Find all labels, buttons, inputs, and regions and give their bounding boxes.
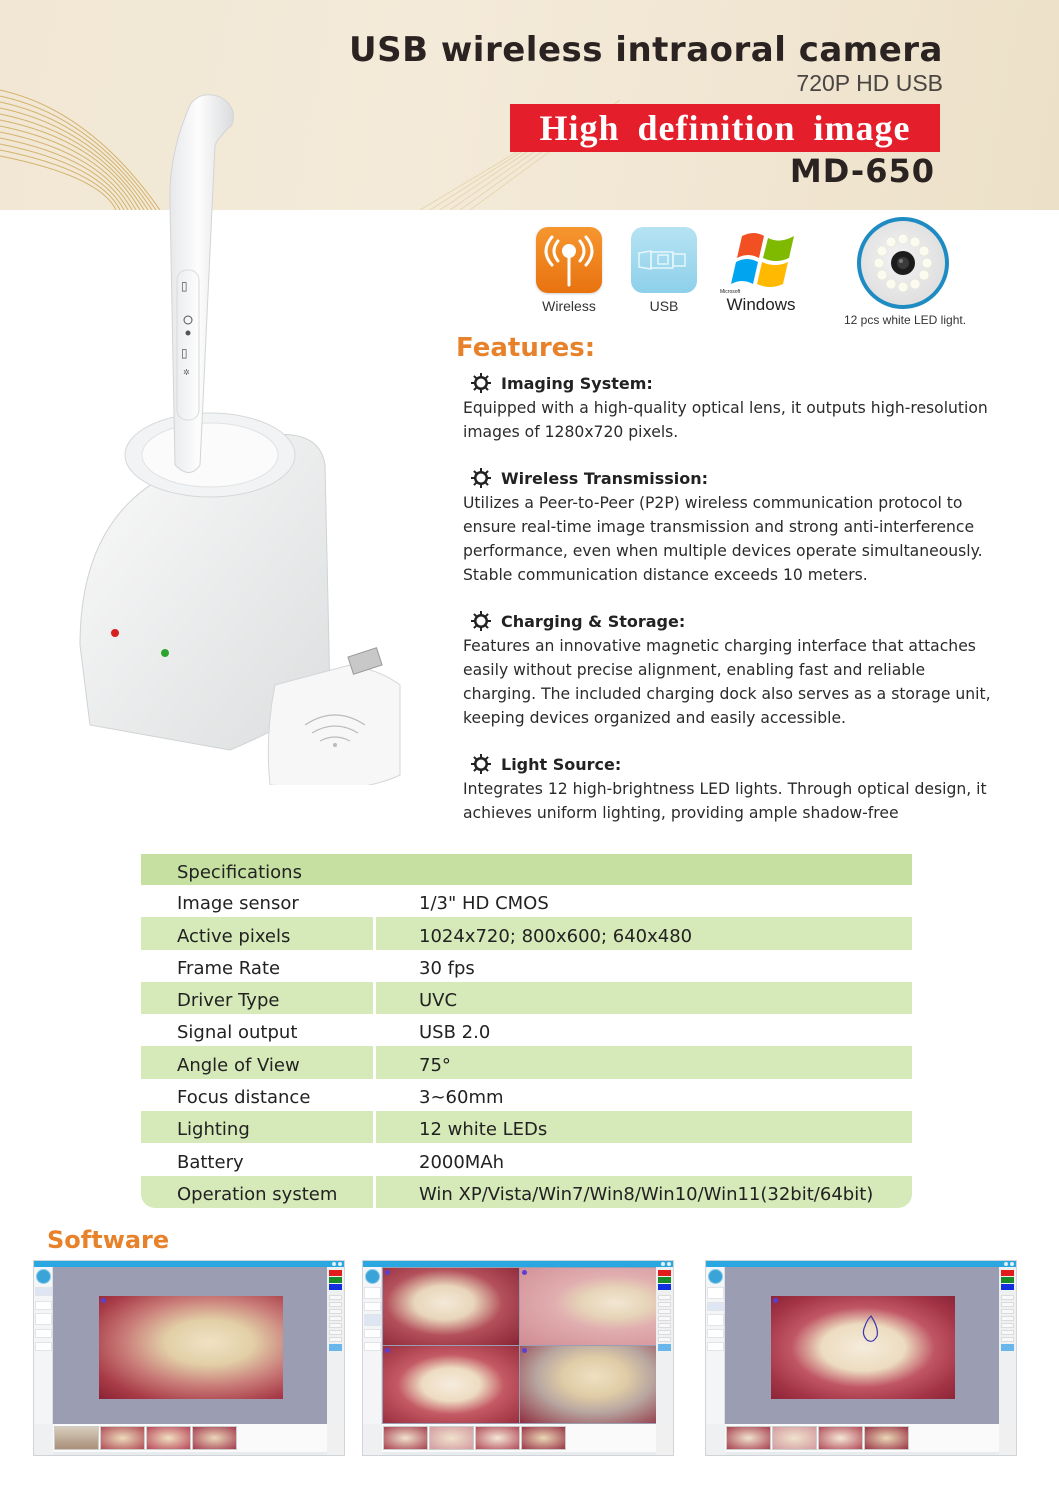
feature-wireless-transmission xyxy=(463,465,1033,587)
windows-label-text: Windows xyxy=(726,295,796,314)
spec-label: Driver Type xyxy=(141,982,373,1014)
product-image xyxy=(50,85,420,785)
marker-dot xyxy=(101,1298,106,1303)
blue-swatch xyxy=(329,1284,342,1290)
app-logo-icon xyxy=(708,1269,723,1284)
spec-label: Signal output xyxy=(177,1022,298,1044)
feature-heading: Imaging System: xyxy=(501,373,653,393)
blue-swatch xyxy=(658,1284,671,1290)
dental-photo xyxy=(99,1296,283,1399)
svg-text:▯: ▯ xyxy=(181,346,188,360)
capture-button xyxy=(329,1344,342,1351)
spec-label: Operation system xyxy=(141,1176,373,1208)
spec-label: Focus distance xyxy=(177,1087,311,1109)
sidebar-item xyxy=(707,1314,724,1326)
red-swatch xyxy=(1001,1270,1014,1276)
dental-photo xyxy=(383,1268,519,1345)
bottom-left-panel xyxy=(363,1424,382,1456)
tool-button xyxy=(329,1323,342,1328)
tool-button xyxy=(658,1330,671,1335)
product-title: USB wireless intraoral camera xyxy=(349,30,943,70)
software-screenshot-quad xyxy=(362,1260,674,1456)
sidebar-item xyxy=(364,1329,381,1338)
marker-dot xyxy=(773,1298,778,1303)
thumbnail xyxy=(100,1426,145,1450)
app-sidebar xyxy=(34,1267,53,1424)
dental-photo xyxy=(771,1296,955,1399)
spec-label: Image sensor xyxy=(177,893,299,915)
tool-panel xyxy=(656,1267,673,1424)
sidebar-item xyxy=(35,1342,52,1351)
green-swatch xyxy=(658,1277,671,1283)
feature-line: charging. The included charging dock also serves as a storage unit, xyxy=(463,685,991,703)
tool-button xyxy=(1001,1316,1014,1321)
hd-banner: High definition image xyxy=(510,104,940,152)
bottom-left-panel xyxy=(34,1424,53,1456)
spec-row xyxy=(141,950,912,982)
marker-dot xyxy=(385,1270,390,1275)
sidebar-item xyxy=(707,1287,724,1299)
marker-dot xyxy=(385,1348,390,1353)
svg-text:✲: ✲ xyxy=(183,368,190,377)
green-swatch xyxy=(329,1277,342,1283)
thumbnail xyxy=(818,1426,863,1450)
feature-line: achieves uniform lighting, providing ample shadow-free xyxy=(463,804,899,822)
spec-value: 75° xyxy=(376,1046,912,1078)
tool-button xyxy=(329,1316,342,1321)
tool-button xyxy=(329,1309,342,1314)
feature-line: performance, even when multiple devices operate simultaneously. xyxy=(463,542,983,560)
spec-value: 3~60mm xyxy=(419,1087,504,1109)
tool-button xyxy=(658,1316,671,1321)
app-logo-icon xyxy=(36,1269,51,1284)
capture-button xyxy=(658,1344,671,1351)
sidebar-item xyxy=(707,1342,724,1351)
spec-row xyxy=(141,1014,912,1046)
led-label: 12 pcs white LED light. xyxy=(843,313,967,327)
gear-icon xyxy=(471,611,491,631)
sidebar-item xyxy=(35,1313,52,1325)
sidebar-item xyxy=(707,1302,724,1311)
specifications-table xyxy=(141,854,912,1208)
spec-value: 1/3" HD CMOS xyxy=(419,893,549,915)
gear-icon xyxy=(471,373,491,393)
spec-value: Win XP/Vista/Win7/Win8/Win10/Win11(32bit/64bit) xyxy=(376,1176,912,1208)
tool-button xyxy=(658,1337,671,1342)
red-swatch xyxy=(329,1270,342,1276)
marker-dot xyxy=(522,1348,527,1353)
thumbnail xyxy=(54,1426,99,1450)
tool-button xyxy=(1001,1323,1014,1328)
product-subtitle: 720P HD USB xyxy=(796,70,943,96)
spec-value: 1024x720; 800x600; 640x480 xyxy=(376,917,912,949)
tool-button xyxy=(329,1302,342,1307)
tool-button xyxy=(658,1295,671,1300)
spec-row xyxy=(141,917,912,949)
feature-line: Utilizes a Peer-to-Peer (P2P) wireless communication protocol to xyxy=(463,494,963,512)
usb-label: USB xyxy=(649,298,679,314)
sidebar-item xyxy=(35,1301,52,1310)
app-logo-icon xyxy=(365,1269,380,1284)
svg-text:▯: ▯ xyxy=(181,279,188,293)
feature-charging-storage xyxy=(463,608,1033,730)
dental-photo xyxy=(520,1268,656,1345)
feature-heading: Wireless Transmission: xyxy=(501,468,709,488)
tool-button xyxy=(658,1302,671,1307)
windows-prefix: Microsoft xyxy=(720,289,741,295)
sidebar-item xyxy=(364,1302,381,1311)
tool-button xyxy=(1001,1295,1014,1300)
thumbnail-strip xyxy=(53,1424,328,1452)
sidebar-item xyxy=(364,1342,381,1351)
features-title: Features: xyxy=(456,333,596,363)
feature-line: Equipped with a high-quality optical lens, it outputs high-resolution xyxy=(463,399,988,417)
marker-dot xyxy=(522,1270,527,1275)
tool-panel xyxy=(999,1267,1016,1424)
capture-button xyxy=(1001,1344,1014,1351)
sidebar-item xyxy=(707,1329,724,1338)
dental-photo xyxy=(383,1346,519,1423)
annotation-outline xyxy=(861,1314,881,1344)
windows-logo-icon xyxy=(728,226,802,292)
spec-value: UVC xyxy=(376,982,912,1014)
wireless-antenna-icon xyxy=(536,227,602,293)
feature-line: easily without precise alignment, enabling fast and reliable xyxy=(463,661,926,679)
green-swatch xyxy=(1001,1277,1014,1283)
spec-row xyxy=(141,885,912,917)
dental-photo xyxy=(520,1346,656,1423)
sidebar-item xyxy=(35,1329,52,1338)
bottom-right-panel xyxy=(327,1424,344,1456)
thumbnail xyxy=(475,1426,520,1450)
spec-label: Lighting xyxy=(141,1111,373,1143)
thumbnail xyxy=(772,1426,817,1450)
tool-button xyxy=(1001,1330,1014,1335)
feature-light-source xyxy=(463,751,1033,825)
thumbnail xyxy=(726,1426,771,1450)
spec-row xyxy=(141,1176,912,1208)
tool-button xyxy=(329,1330,342,1335)
spec-row xyxy=(141,1046,912,1078)
sidebar-item xyxy=(35,1287,52,1296)
feature-line: Integrates 12 high-brightness LED lights. Through optical design, it xyxy=(463,780,987,798)
thumbnail xyxy=(429,1426,474,1450)
thumbnail xyxy=(383,1426,428,1450)
feature-line: images of 1280x720 pixels. xyxy=(463,423,679,441)
thumbnail xyxy=(146,1426,191,1450)
bottom-right-panel xyxy=(656,1424,673,1456)
tool-button xyxy=(1001,1337,1014,1342)
feature-line: ensure real-time image transmission and strong anti-interference xyxy=(463,518,975,536)
spec-label: Frame Rate xyxy=(177,957,281,979)
feature-line: keeping devices organized and easily accessible. xyxy=(463,709,846,727)
feature-imaging-system xyxy=(463,370,1033,444)
sidebar-item xyxy=(364,1287,381,1299)
bottom-right-panel xyxy=(999,1424,1016,1456)
software-screenshot-single xyxy=(33,1260,345,1456)
spec-label: Battery xyxy=(177,1151,244,1173)
bottom-left-panel xyxy=(706,1424,725,1456)
software-screenshot-annotated xyxy=(705,1260,1017,1456)
spec-row xyxy=(141,982,912,1014)
spec-row xyxy=(141,1111,912,1143)
image-viewport xyxy=(725,1267,1000,1424)
thumbnail xyxy=(521,1426,566,1450)
tool-button xyxy=(329,1295,342,1300)
spec-value: 2000MAh xyxy=(419,1151,505,1173)
spec-value: 30 fps xyxy=(419,957,475,979)
feature-line: Stable communication distance exceeds 10 meters. xyxy=(463,566,868,584)
spec-table-header: Specifications xyxy=(141,854,912,885)
feature-line: Features an innovative magnetic charging interface that attaches xyxy=(463,637,976,655)
sidebar-item xyxy=(364,1314,381,1326)
image-viewport xyxy=(382,1267,657,1424)
app-sidebar xyxy=(363,1267,382,1424)
gear-icon xyxy=(471,468,491,488)
blue-swatch xyxy=(1001,1284,1014,1290)
tool-button xyxy=(658,1309,671,1314)
thumbnail-strip xyxy=(725,1424,1000,1452)
image-viewport xyxy=(53,1267,328,1424)
spec-row xyxy=(141,1079,912,1111)
led-ring-camera-icon xyxy=(857,217,949,309)
feature-heading: Charging & Storage: xyxy=(501,611,686,631)
windows-label xyxy=(718,290,804,315)
tool-button xyxy=(1001,1309,1014,1314)
gear-icon xyxy=(471,754,491,774)
spec-row xyxy=(141,1143,912,1175)
wireless-label: Wireless xyxy=(542,298,596,314)
app-sidebar xyxy=(706,1267,725,1424)
model-number: MD-650 xyxy=(789,152,935,190)
usb-plug-icon xyxy=(631,227,697,293)
tool-button xyxy=(1001,1302,1014,1307)
thumbnail xyxy=(192,1426,237,1450)
software-title: Software xyxy=(47,1226,170,1254)
tool-button xyxy=(329,1337,342,1342)
red-swatch xyxy=(658,1270,671,1276)
feature-heading: Light Source: xyxy=(501,754,622,774)
thumbnail-strip xyxy=(382,1424,657,1452)
tool-panel xyxy=(327,1267,344,1424)
tool-button xyxy=(658,1323,671,1328)
spec-label: Active pixels xyxy=(141,917,373,949)
thumbnail xyxy=(864,1426,909,1450)
spec-value: USB 2.0 xyxy=(419,1022,491,1044)
spec-value: 12 white LEDs xyxy=(376,1111,912,1143)
spec-label: Angle of View xyxy=(141,1046,373,1078)
